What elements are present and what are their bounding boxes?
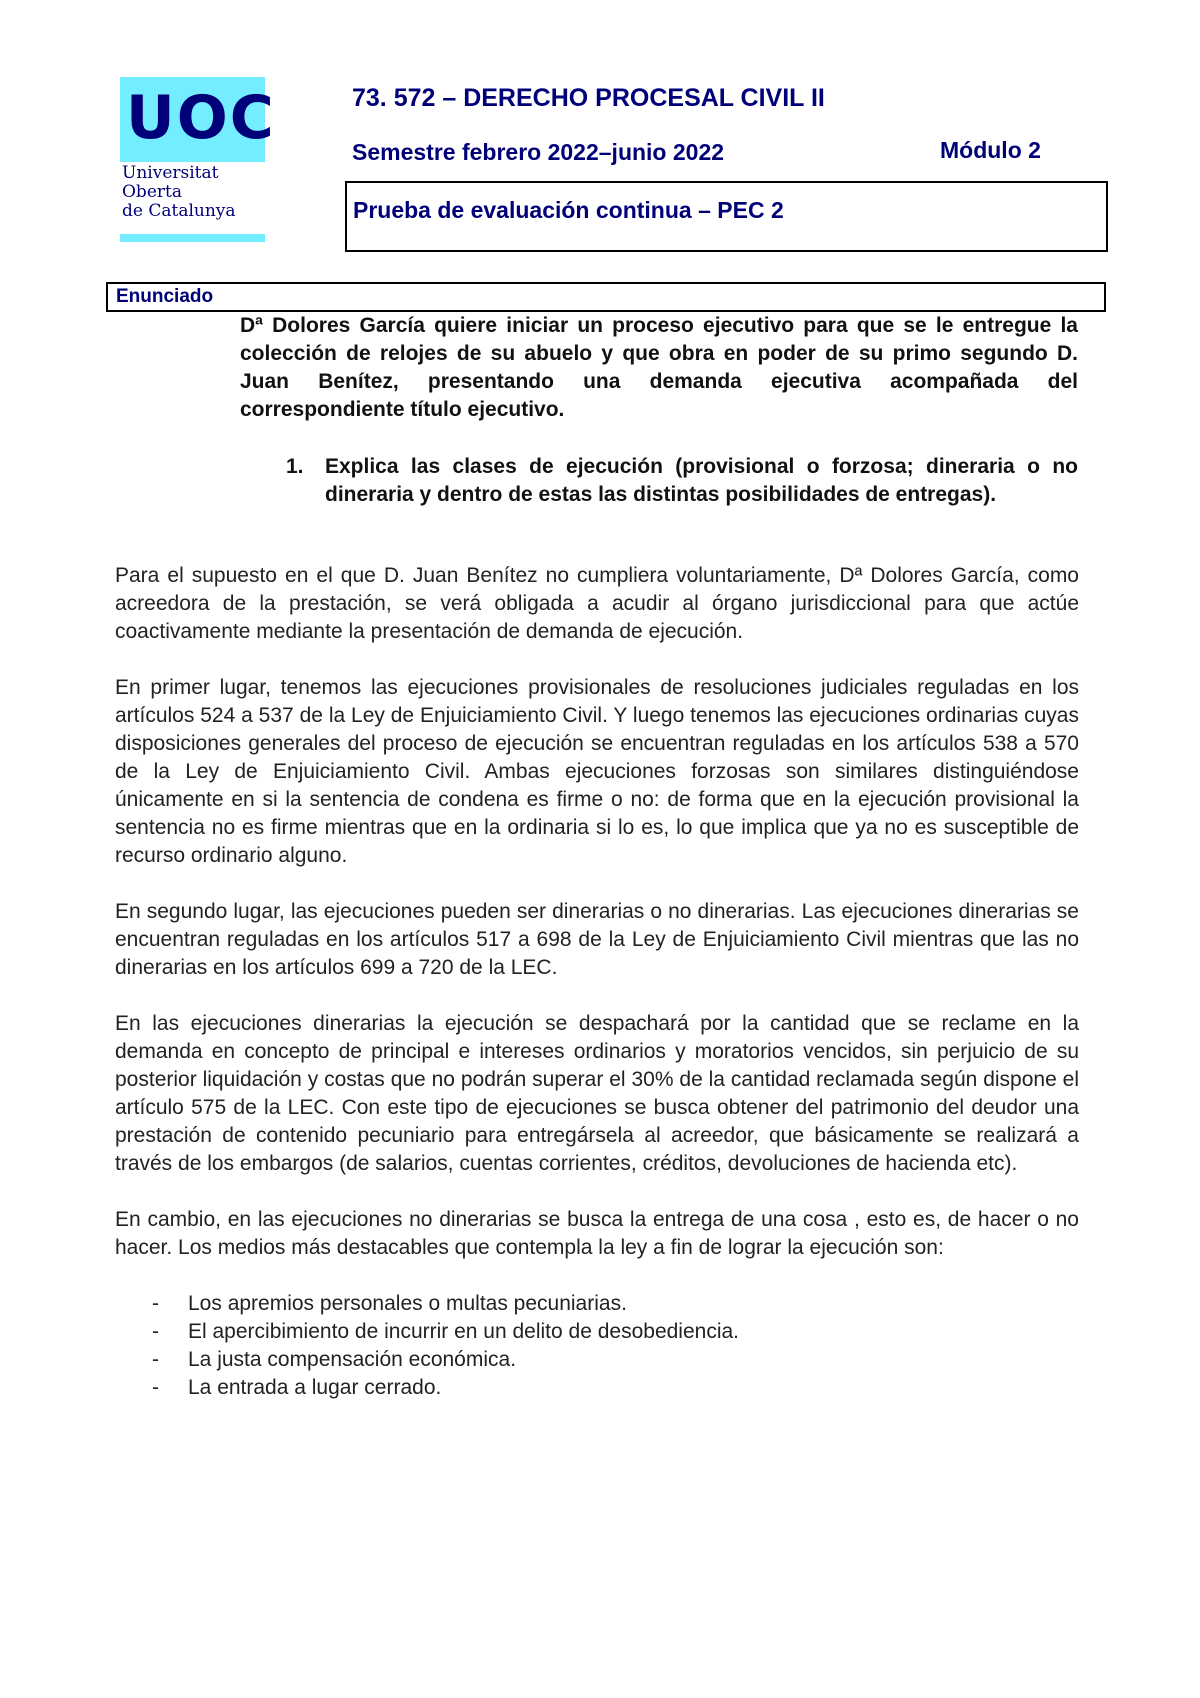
logo-block	[120, 77, 276, 162]
logo-university-name	[122, 164, 236, 221]
question-number: 1.	[286, 455, 304, 478]
pec-title-box	[345, 181, 1108, 252]
statement-text: Dª Dolores García quiere iniciar un proceso ejecutivo para que se le entregue la colección de relojes de su abuelo y que obra en poder de su primo segundo D. Juan Benítez, presentando una demanda ejecutiva acompañada del correspondiente título ejecutivo.	[240, 314, 1078, 421]
answer-paragraph: En las ejecuciones dinerarias la ejecución se despachará por la cantidad que se reclame en la demanda en concepto de principal e intereses ordinarios y moratorios vencidos, sin perjuicio de su posterior liquidación y costas que no podrán superar el 30% de la cantidad reclamada según dispone el artículo 575 de la LEC. Con este tipo de ejecuciones se busca obtener del patrimonio del deudor una prestación de contenido pecuniario para entregársela al acreedor, que básicamente se realizará a través de los embargos (de salarios, cuentas corrientes, créditos, devoluciones de hacienda etc).	[115, 1012, 1079, 1175]
answer-paragraph: En cambio, en las ejecuciones no dinerarias se busca la entrega de una cosa , esto es, de hacer o no hacer. Los medios más destacables que contempla la ley a fin de lograr la ejecución son:	[115, 1208, 1079, 1259]
logo-line: Oberta	[122, 182, 182, 202]
statement-label: Enunciado	[116, 286, 214, 307]
question-text: Explica las clases de ejecución (provisional o forzosa; dineraria o no dineraria y dentro de estas las distintas posibilidades de entregas).	[325, 455, 1078, 506]
list-item-text: La justa compensación económica.	[188, 1348, 517, 1371]
list-item	[115, 1318, 1079, 1346]
logo-underline	[120, 234, 265, 242]
list-dash: -	[152, 1376, 159, 1399]
uoc-logo	[120, 77, 276, 242]
list-item-text: Los apremios personales o multas pecuniarias.	[188, 1292, 627, 1315]
list-item	[115, 1374, 1079, 1402]
question-item	[286, 453, 1078, 509]
list-item-text: La entrada a lugar cerrado.	[188, 1376, 442, 1399]
execution-means-list	[115, 1290, 1079, 1402]
module-label: Módulo 2	[940, 137, 1041, 163]
statement-header-box	[106, 282, 1106, 312]
list-dash: -	[152, 1320, 159, 1343]
answer-body	[115, 562, 1079, 1402]
list-dash: -	[152, 1292, 159, 1315]
list-dash: -	[152, 1348, 159, 1371]
list-item-text: El apercibimiento de incurrir en un delito de desobediencia.	[188, 1320, 740, 1343]
semester: Semestre febrero 2022–junio 2022	[352, 139, 725, 165]
logo-line: Universitat	[122, 163, 219, 183]
answer-paragraph: Para el supuesto en el que D. Juan Benítez no cumpliera voluntariamente, Dª Dolores García, como acreedora de la prestación, se verá obligada a acudir al órgano jurisdiccional para que actúe coactivamente mediante la presentación de demanda de ejecución.	[115, 564, 1079, 643]
logo-mark: UOC	[126, 83, 276, 153]
pec-title: Prueba de evaluación continua – PEC 2	[353, 197, 784, 223]
answer-paragraph: En segundo lugar, las ejecuciones pueden ser dinerarias o no dinerarias. Las ejecuciones dinerarias se encuentran reguladas en los artículos 517 a 698 de la Ley de Enjuiciamiento Civil mientras que las no dinerarias en los artículos 699 a 720 de la LEC.	[115, 900, 1079, 979]
answer-paragraph: En primer lugar, tenemos las ejecuciones provisionales de resoluciones judiciales reguladas en los artículos 524 a 537 de la Ley de Enjuiciamiento Civil. Y luego tenemos las ejecuciones ordinarias cuyas disposiciones generales del proceso de ejecución se encuentran reguladas en los artículos 538 a 570 de la Ley de Enjuiciamiento Civil. Ambas ejecuciones forzosas son similares distinguiéndose únicamente en si la sentencia de condena es firme o no: de forma que en la ejecución provisional la sentencia no es firme mientras que en la ordinaria si lo es, lo que implica que ya no es susceptible de recurso ordinario alguno.	[115, 676, 1079, 867]
course-code: 73. 572 – DERECHO PROCESAL CIVIL II	[352, 84, 825, 112]
list-item	[115, 1346, 1079, 1374]
list-item	[115, 1290, 1079, 1318]
logo-line: de Catalunya	[122, 201, 236, 221]
